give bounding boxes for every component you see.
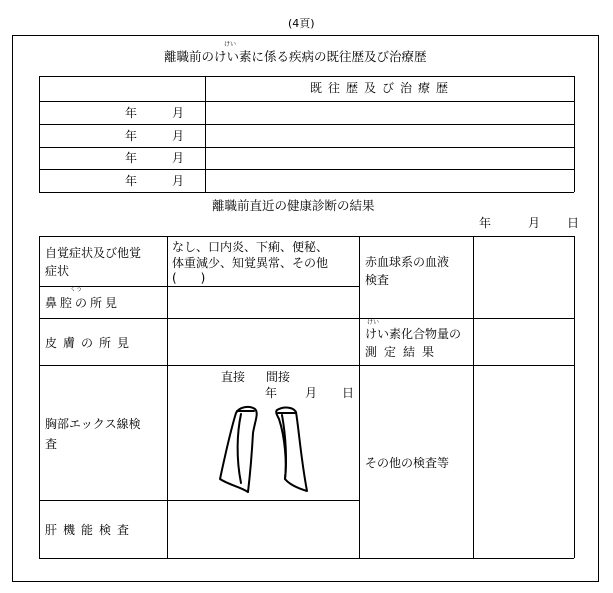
history-row-3-month: 月 xyxy=(172,151,185,165)
symptoms-options-line2: 体重減少、知覚異常、その他 xyxy=(172,256,329,270)
history-table-top xyxy=(39,76,574,77)
chest-label-line2: 査 xyxy=(45,437,58,451)
page-number: (4頁) xyxy=(288,17,315,30)
checkup-table-top xyxy=(39,236,574,237)
liver-label: 肝機能検査 xyxy=(45,523,136,537)
chest-date-month: 月 xyxy=(305,386,318,400)
skin-label: 皮膚の所見 xyxy=(45,336,136,350)
history-row-1-month: 月 xyxy=(172,106,185,120)
symptoms-label-line1: 自覚症状及び他覚 xyxy=(45,246,142,260)
rbc-label-line1: 赤血球系の血液 xyxy=(365,255,450,269)
chest-method-direct: 直接 xyxy=(221,370,246,384)
silicon-ruby: けい xyxy=(367,319,380,326)
history-title: 離職前のけい素に係る疾病の既往歴及び治療歴 xyxy=(164,49,427,64)
title-ruby: けい xyxy=(224,41,237,48)
chest-method-indirect: 間接 xyxy=(266,370,291,384)
chest-label-line1: 胸部エックス線検 xyxy=(45,417,141,431)
history-row-4-year: 年 xyxy=(125,174,138,188)
history-row-2-year: 年 xyxy=(125,129,138,143)
nasal-label: 鼻腔の所見 xyxy=(45,296,121,310)
history-row-2-month: 月 xyxy=(172,129,185,143)
symptoms-options-line3: ( ) xyxy=(172,271,206,285)
nasal-ruby: くう xyxy=(70,286,83,293)
history-row-1-year: 年 xyxy=(125,106,138,120)
checkup-date-day: 日 xyxy=(567,216,580,230)
symptoms-label-line2: 症状 xyxy=(45,264,70,278)
checkup-date-month: 月 xyxy=(528,216,541,230)
history-row-3-year: 年 xyxy=(125,151,138,165)
symptoms-options-line1: なし、口内炎、下痢、便秘、 xyxy=(172,240,329,254)
checkup-title: 離職前直近の健康診断の結果 xyxy=(212,198,375,213)
lung-diagram-icon xyxy=(215,403,320,498)
history-column-header: 既往歴及び治療歴 xyxy=(310,81,455,95)
chest-date-day: 日 xyxy=(342,386,355,400)
other-tests-label: その他の検査等 xyxy=(365,456,450,470)
rbc-label-line2: 検査 xyxy=(365,273,390,287)
chest-date-year: 年 xyxy=(265,386,278,400)
checkup-date-year: 年 xyxy=(479,216,492,230)
silicon-label-line1: けい素化合物量の xyxy=(365,327,462,341)
history-row-4-month: 月 xyxy=(172,174,185,188)
silicon-label-line2: 測定結果 xyxy=(365,345,442,359)
